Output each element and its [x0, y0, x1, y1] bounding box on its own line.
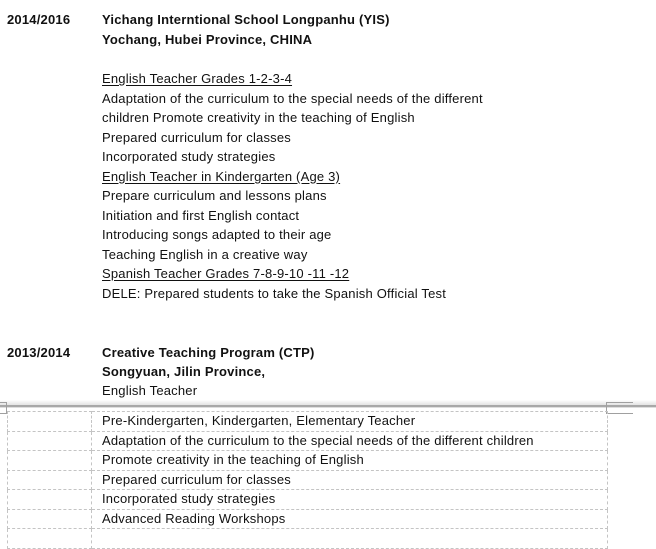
- entry-1-duty: Prepare curriculum and lessons plans: [102, 188, 327, 203]
- table-cell-empty[interactable]: [8, 529, 92, 549]
- entry-1-duty: Adaptation of the curriculum to the special needs of the different: [102, 90, 483, 106]
- table-cell-duty[interactable]: Advanced Reading Workshops: [92, 509, 608, 529]
- entry-2-location: Songyuan, Jilin Province,: [102, 364, 266, 379]
- entry-1-role-heading: English Teacher in Kindergarten (Age 3): [102, 168, 341, 184]
- entry-1-school: Yichang Interntional School Longpanhu (YIS): [102, 12, 390, 27]
- table-cell-duty[interactable]: Adaptation of the curriculum to the special needs of the different children: [92, 431, 608, 451]
- table-row: [8, 451, 608, 471]
- table-row: [8, 529, 608, 549]
- duties-table: [7, 411, 608, 549]
- entry-1-duty: Initiation and first English contact: [102, 207, 300, 223]
- table-cell-empty[interactable]: [8, 431, 92, 451]
- entry-1-location: Yochang, Hubei Province, CHINA: [102, 32, 313, 47]
- left-margin-corner-mark: [0, 402, 7, 414]
- table-cell-duty[interactable]: [92, 529, 608, 549]
- page-break-line: [0, 405, 656, 407]
- table-cell-duty[interactable]: Promote creativity in the teaching of English: [92, 451, 608, 471]
- table-cell-empty[interactable]: [8, 490, 92, 510]
- entry-1-duty: Teaching English in a creative way: [102, 246, 308, 262]
- entry-2-school: Creative Teaching Program (CTP): [102, 345, 315, 360]
- table-row: [8, 490, 608, 510]
- entry-2-role: English Teacher: [102, 383, 198, 398]
- entry-1-duty: children Promote creativity in the teaching of English: [102, 110, 415, 125]
- entry-1-duty: Prepared curriculum for classes: [102, 129, 291, 145]
- table-row: [8, 412, 608, 432]
- entry-1-role-heading: English Teacher Grades 1-2-3-4: [102, 71, 293, 86]
- table-cell-duty[interactable]: Prepared curriculum for classes: [92, 470, 608, 490]
- table-cell-duty[interactable]: Incorporated study strategies: [92, 490, 608, 510]
- table-cell-empty[interactable]: [8, 412, 92, 432]
- table-cell-empty[interactable]: [8, 451, 92, 471]
- entry-1-duty: Incorporated study strategies: [102, 149, 276, 164]
- entry-1-duty: Introducing songs adapted to their age: [102, 227, 332, 242]
- entry-1-duty: DELE: Prepared students to take the Spanish Official Test: [102, 286, 447, 301]
- right-margin-corner-mark: [606, 402, 633, 414]
- table-row: [8, 431, 608, 451]
- table-row: [8, 470, 608, 490]
- entry-1-years: 2014/2016: [7, 12, 71, 27]
- entry-2-years: 2013/2014: [7, 345, 71, 360]
- table-cell-duty[interactable]: Pre-Kindergarten, Kindergarten, Elementary Teacher: [92, 412, 608, 432]
- entry-1-role-heading: Spanish Teacher Grades 7-8-9-10 -11 -12: [102, 266, 350, 281]
- table-row: [8, 509, 608, 529]
- table-cell-empty[interactable]: [8, 470, 92, 490]
- table-cell-empty[interactable]: [8, 509, 92, 529]
